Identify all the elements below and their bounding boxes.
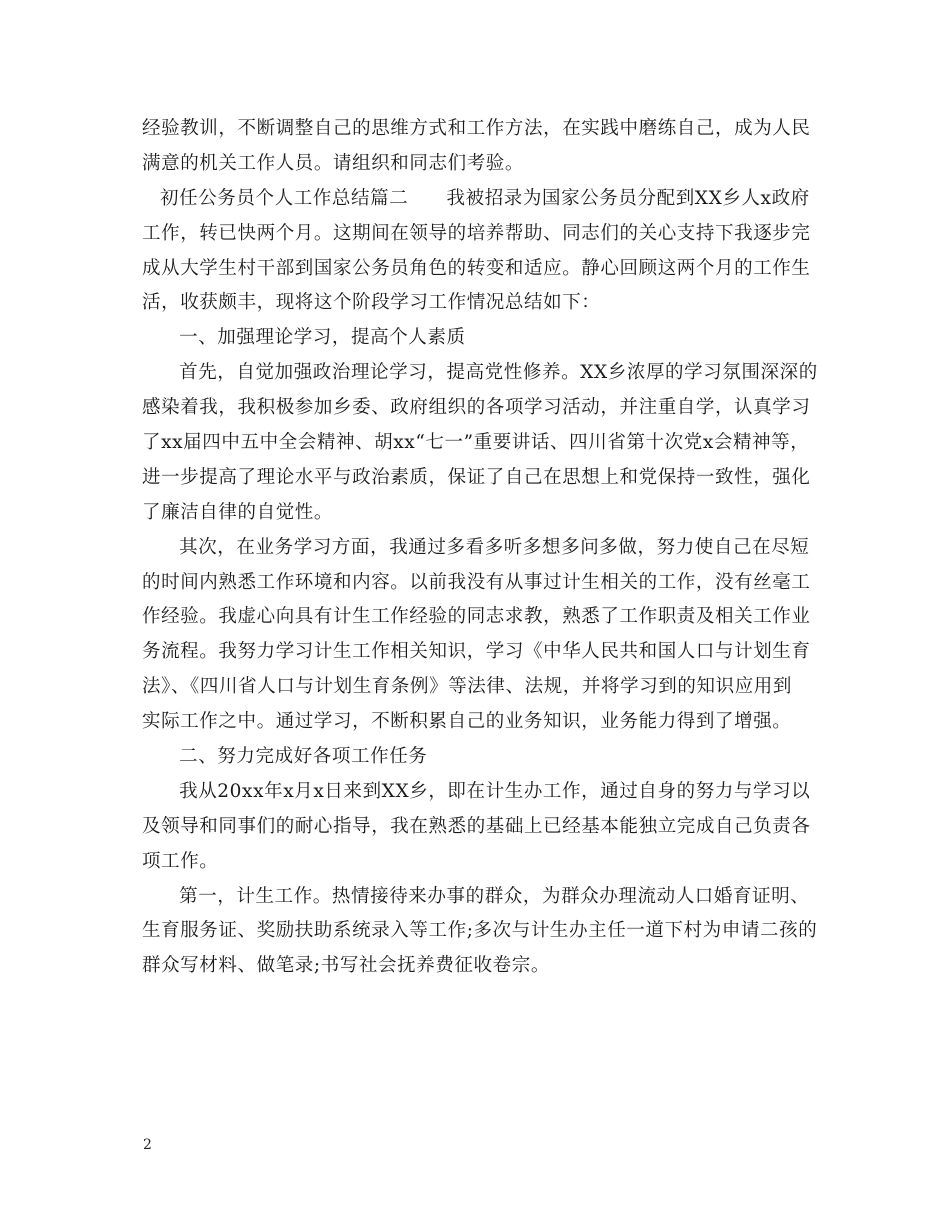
text-line: 我从20xx年x月x日来到XX乡，即在计生办工作，通过自身的努力与学习以 xyxy=(160,780,811,802)
text-line: 成从大学生村干部到国家公务员角色的转变和适应。静心回顾这两个月的工作生 xyxy=(142,257,811,279)
text-line: 初任公务员个人工作总结篇二 我被招录为国家公务员分配到XX乡人x政府 xyxy=(160,187,810,209)
text-line: 工作，转已快两个月。这期间在领导的培养帮助、同志们的关心支持下我逐步完 xyxy=(142,222,811,244)
text-line: 活，收获颇丰，现将这个阶段学习工作情况总结如下： xyxy=(142,292,601,314)
text-line: 了xx届四中五中全会精神、胡xx“七一”重要讲话、四川省第十次党x会精神等， xyxy=(142,432,810,454)
text-line: 实际工作之中。通过学习，不断积累自己的业务知识，业务能力得到了增强。 xyxy=(142,711,792,733)
text-line: 了廉洁自律的自觉性。 xyxy=(142,501,334,523)
text-line: 法》、《四川省人口与计划生育条例》等法律、法规，并将学习到的知识应用到 xyxy=(142,676,793,698)
text-line: 务流程。我努力学习计生工作相关知识，学习《中华人民共和国人口与计划生育 xyxy=(142,641,811,663)
text-line: 进一步提高了理论水平与政治素质，保证了自己在思想上和党保持一致性，强化 xyxy=(142,466,811,488)
text-line: 一、加强理论学习，提高个人素质 xyxy=(160,327,466,349)
text-line: 群众写材料、做笔录;书写社会抚养费征收卷宗。 xyxy=(142,955,550,977)
text-line: 首先，自觉加强政治理论学习，提高党性修养。XX乡浓厚的学习氛围深深的 xyxy=(160,362,818,384)
text-line: 其次，在业务学习方面，我通过多看多听多想多问多做，努力使自己在尽短 xyxy=(160,536,810,558)
text-line: 生育服务证、奖励扶助系统录入等工作;多次与计生办主任一道下村为申请二孩的 xyxy=(142,920,818,942)
page-number: 2 xyxy=(143,1137,152,1153)
text-line: 第一，计生工作。热情接待来办事的群众，为群众办理流动人口婚育证明、 xyxy=(160,885,810,907)
text-line: 项工作。 xyxy=(142,850,219,872)
text-line: 满意的机关工作人员。请组织和同志们考验。 xyxy=(142,152,525,174)
text-line: 感染着我，我积极参加乡委、政府组织的各项学习活动，并注重自学，认真学习 xyxy=(142,397,811,419)
text-line: 二、努力完成好各项工作任务 xyxy=(160,746,428,768)
body-text xyxy=(142,112,818,984)
text-line: 经验教训，不断调整自己的思维方式和工作方法，在实践中磨练自己，成为人民 xyxy=(142,118,811,139)
text-line: 的时间内熟悉工作环境和内容。以前我没有从事过计生相关的工作，没有丝毫工 xyxy=(142,571,811,593)
text-line: 作经验。我虚心向具有计生工作经验的同志求教，熟悉了工作职责及相关工作业 xyxy=(142,606,811,628)
text-line: 及领导和同事们的耐心指导，我在熟悉的基础上已经基本能独立完成自己负责各 xyxy=(142,815,811,837)
